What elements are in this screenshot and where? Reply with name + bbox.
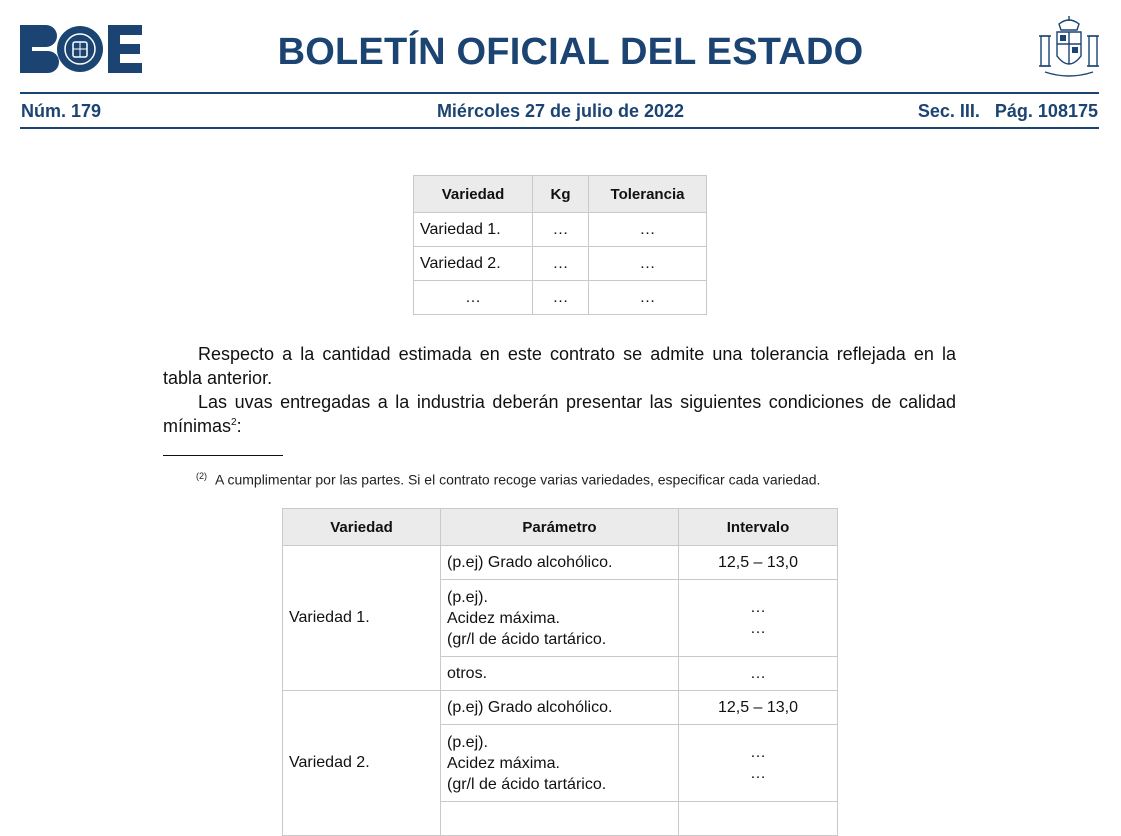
paragraph-text: Las uvas entregadas a la industria deberán presentar las siguientes condiciones de calidad mínimas [163,392,956,436]
parameter-cell [441,580,679,657]
table-row [283,691,838,725]
interval-line: … [750,765,766,782]
column-header: Variedad [283,509,441,546]
interval-line: … [750,599,766,616]
table-cell: … [589,247,707,281]
header-rule-bottom [20,127,1099,129]
interval-cell [679,580,838,657]
column-header: Kg [533,176,589,213]
paragraph-text: Respecto a la cantidad estimada en este contrato se admite una tolerancia reflejada en la tabla anterior. [163,344,956,388]
parameter-cell: otros. [441,657,679,691]
footnote [196,471,820,488]
parameter-cell: (p.ej) Grado alcohólico. [441,546,679,580]
parameter-line: Acidez máxima. [447,609,560,627]
table-cell: … [533,281,589,315]
table-cell: Variedad 2. [414,247,533,281]
table-header-row [283,509,838,546]
table-row [414,247,707,281]
boe-logo [20,25,142,73]
paragraph-punctuation: : [236,416,242,436]
interval-cell [679,725,838,802]
quality-conditions-table [282,508,838,836]
issue-date: Miércoles 27 de julio de 2022 [436,101,685,121]
column-header: Tolerancia [589,176,707,213]
interval-cell: … [679,657,838,691]
variety-cell: Variedad 1. [283,546,441,691]
footnote-reference[interactable]: 2 [231,417,237,428]
table-row [414,281,707,315]
interval-cell [679,802,838,836]
parameter-cell [441,725,679,802]
section-page: Sec. III. Pág. 108175 [917,101,1098,121]
table-cell: … [533,213,589,247]
table-cell: … [589,281,707,315]
parameter-line: (gr/l de ácido tartárico. [447,775,607,793]
interval-cell: 12,5 – 13,0 [679,546,838,580]
table-cell: … [414,281,533,315]
interval-line: … [750,744,766,761]
parameter-line: (p.ej). [447,733,488,751]
parameter-line: (p.ej). [447,588,488,606]
parameter-cell [441,802,679,836]
table-row [283,546,838,580]
table-row [414,213,707,247]
variety-quantity-table [413,175,707,315]
column-header: Parámetro [441,509,679,546]
table-cell: … [533,247,589,281]
table-header-row [414,176,707,213]
column-header: Intervalo [679,509,838,546]
column-header: Variedad [414,176,533,213]
parameter-line: (gr/l de ácido tartárico. [447,630,607,648]
header-rule-top [20,92,1099,94]
paragraph-quality [163,390,956,438]
interval-line: … [750,620,766,637]
parameter-cell: (p.ej) Grado alcohólico. [441,691,679,725]
variety-cell: Variedad 2. [283,691,441,836]
coat-of-arms-icon [1037,14,1101,80]
parameter-line: Acidez máxima. [447,754,560,772]
footnote-text: A cumplimentar por las partes. Si el contrato recoge varias variedades, especificar cada variedad. [215,471,821,488]
footnote-mark: (2) [196,471,207,481]
paragraph-tolerance [163,342,956,390]
page-title: BOLETÍN OFICIAL DEL ESTADO [277,31,864,73]
interval-cell: 12,5 – 13,0 [679,691,838,725]
issue-number: Núm. 179 [21,101,102,121]
footnote-separator [163,455,283,456]
table-cell: Variedad 1. [414,213,533,247]
table-cell: … [589,213,707,247]
